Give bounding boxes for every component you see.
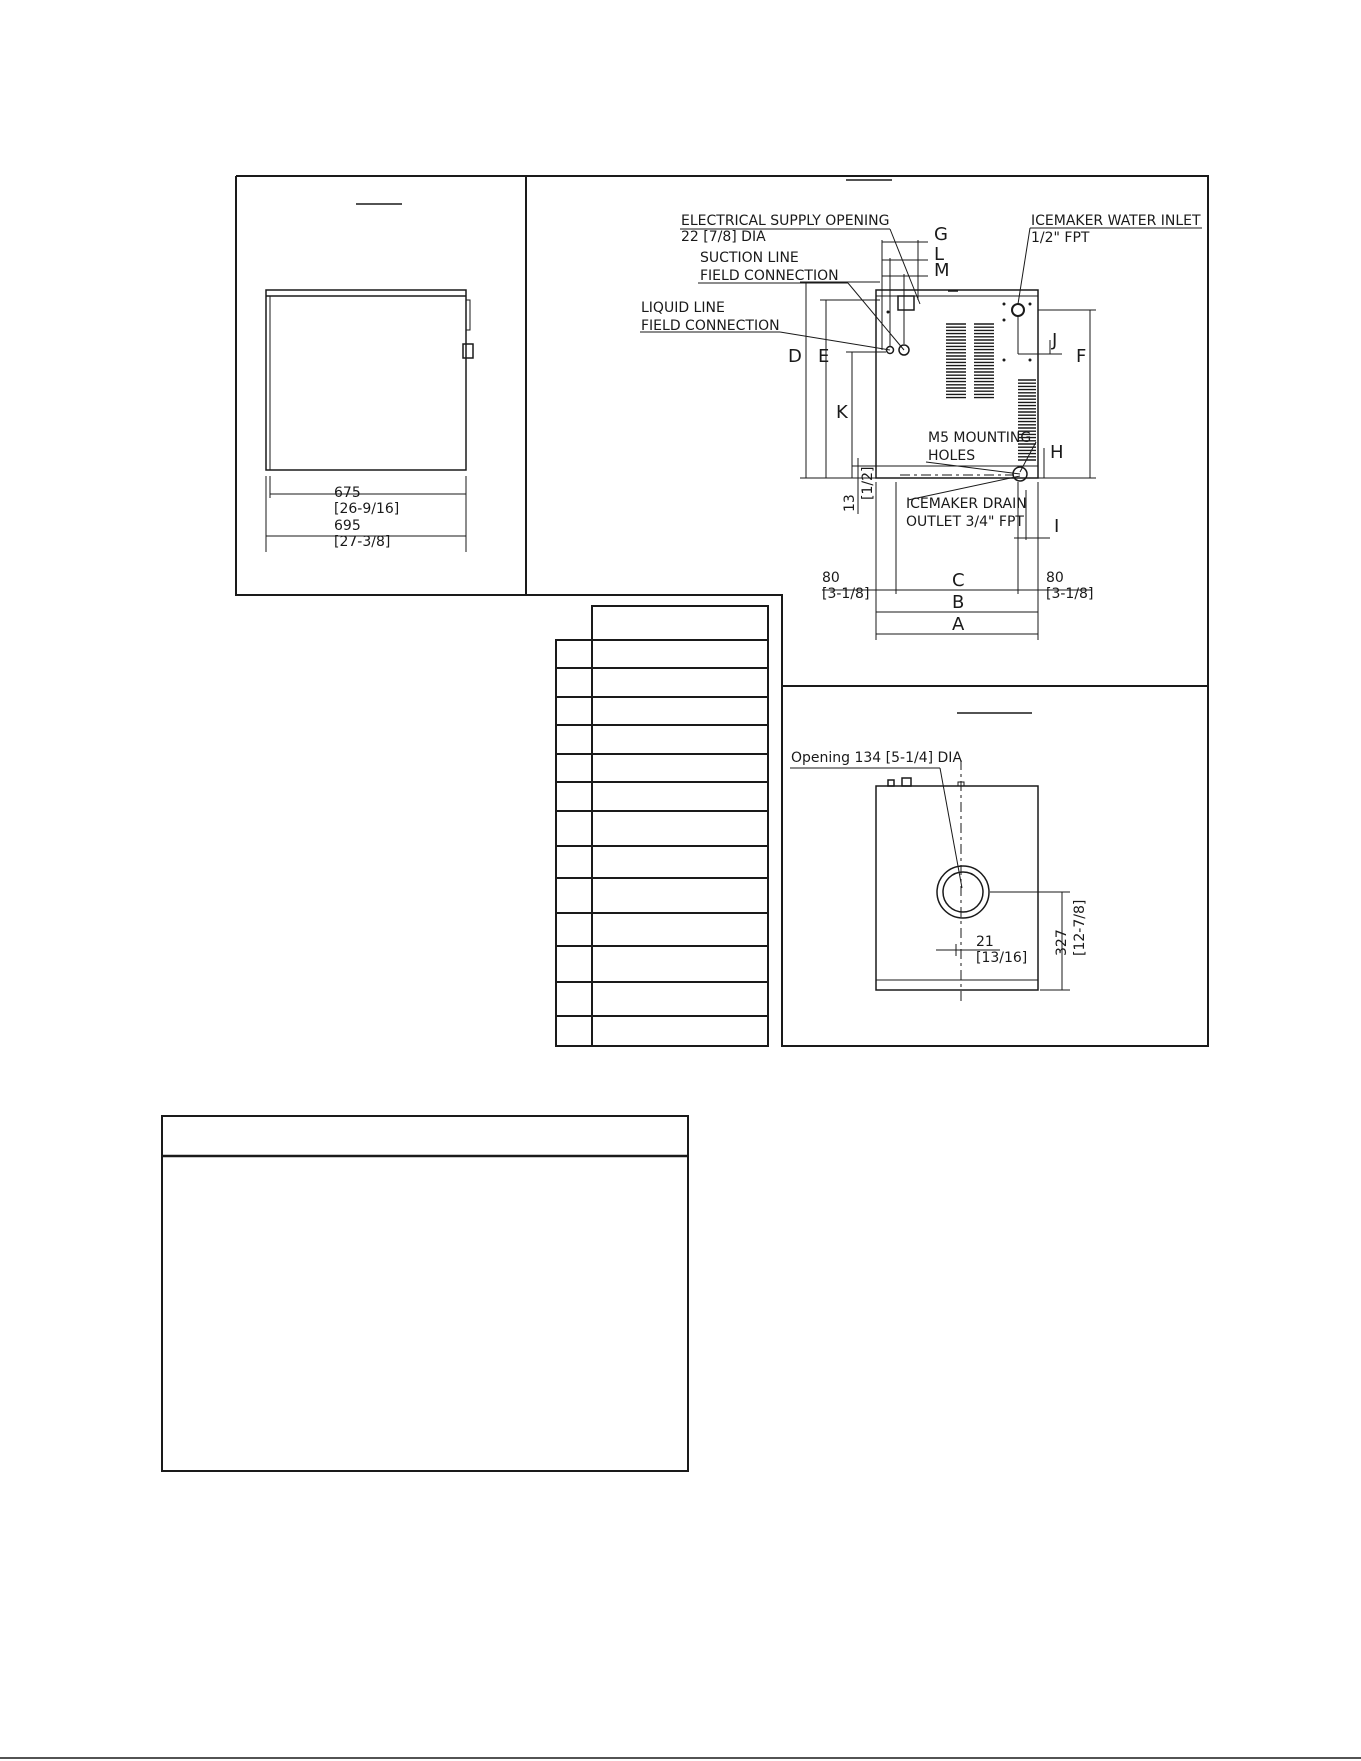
side-dim-695: 695 bbox=[334, 518, 361, 534]
side-dim-695-in: [27-3/8] bbox=[334, 534, 391, 550]
dim-letter-f: F bbox=[1076, 346, 1087, 367]
dim-21: 21 bbox=[976, 934, 994, 950]
notes-box bbox=[162, 1116, 688, 1471]
dim-327-in: [12-7/8] bbox=[1072, 899, 1088, 956]
dim-21-in: [13/16] bbox=[976, 950, 1028, 966]
dim-letter-b: B bbox=[952, 592, 965, 613]
dim-letter-g: G bbox=[934, 224, 948, 245]
dim-letter-c: C bbox=[952, 570, 965, 591]
suction-line-label: SUCTION LINE bbox=[700, 250, 799, 266]
drain-size: OUTLET 3/4" FPT bbox=[906, 514, 1024, 530]
bottom-opening-label: Opening 134 [5-1/4] DIA bbox=[791, 750, 963, 766]
water-inlet-size: 1/2" FPT bbox=[1031, 230, 1090, 246]
dim-letter-k: K bbox=[836, 402, 848, 423]
mounting-holes-label-2: HOLES bbox=[928, 448, 976, 464]
water-inlet-label: ICEMAKER WATER INLET bbox=[1031, 213, 1201, 229]
side-view bbox=[266, 290, 473, 552]
rear-view bbox=[640, 213, 1202, 640]
dim-13: 13 bbox=[842, 494, 858, 512]
dim-letter-d: D bbox=[788, 346, 802, 367]
suction-field-label: FIELD CONNECTION bbox=[700, 268, 839, 284]
drain-label: ICEMAKER DRAIN bbox=[906, 496, 1027, 512]
dim-80-left-in: [3-1/8] bbox=[822, 586, 870, 602]
bottom-view bbox=[790, 750, 1088, 1004]
electrical-opening-label: ELECTRICAL SUPPLY OPENING bbox=[681, 213, 890, 229]
side-dim-675-in: [26-9/16] bbox=[334, 501, 400, 517]
dim-letter-h: H bbox=[1050, 442, 1064, 463]
dimension-table bbox=[556, 606, 768, 1046]
dim-80-right: 80 bbox=[1046, 570, 1064, 586]
dim-letter-m: M bbox=[934, 260, 950, 281]
liquid-field-label: FIELD CONNECTION bbox=[641, 318, 780, 334]
mounting-holes-label: M5 MOUNTING bbox=[928, 430, 1032, 446]
dim-letter-e: E bbox=[818, 346, 830, 367]
water-inlet-fitting bbox=[1012, 304, 1024, 316]
dim-letter-l: L bbox=[934, 244, 945, 265]
dim-letter-i: I bbox=[1054, 516, 1060, 537]
dim-80-left: 80 bbox=[822, 570, 840, 586]
electrical-opening-dia: 22 [7/8] DIA bbox=[681, 229, 766, 245]
dim-letter-a: A bbox=[952, 614, 965, 635]
dim-80-right-in: [3-1/8] bbox=[1046, 586, 1094, 602]
liquid-line-label: LIQUID LINE bbox=[641, 300, 725, 316]
rear-louvers bbox=[946, 324, 994, 398]
bottom-opening-inner bbox=[943, 872, 983, 912]
bottom-opening-outer bbox=[937, 866, 989, 918]
side-dim-675: 675 bbox=[334, 485, 361, 501]
dim-13-in: [1/2] bbox=[860, 466, 876, 500]
dim-327: 327 bbox=[1054, 929, 1070, 956]
dim-letter-j: J bbox=[1052, 330, 1058, 351]
